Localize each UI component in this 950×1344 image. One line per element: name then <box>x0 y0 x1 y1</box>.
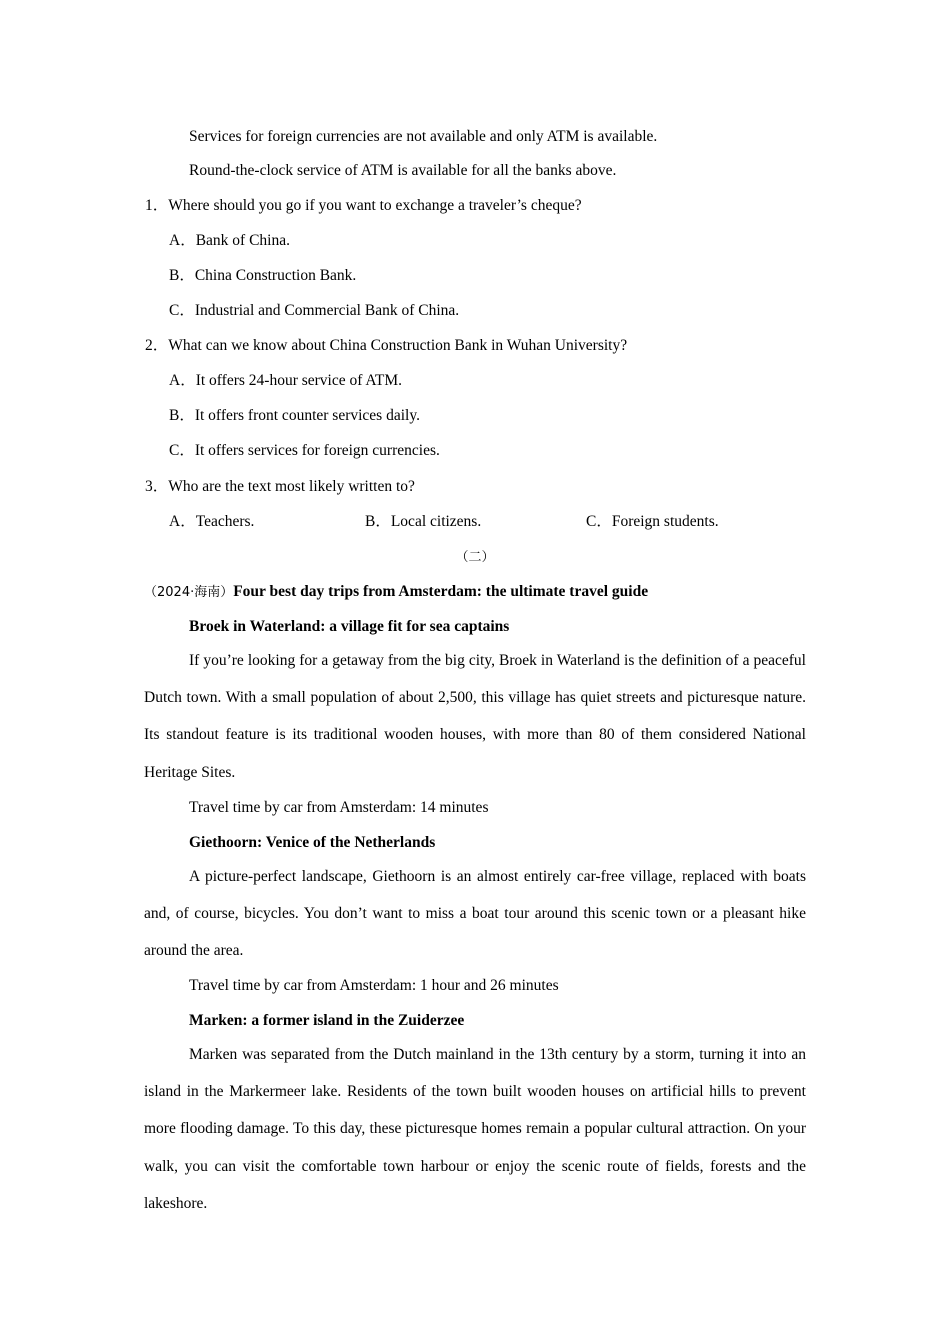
q3-option-c <box>586 512 719 532</box>
option-letter: A． <box>169 372 196 389</box>
option-text: Industrial and Commercial Bank of China. <box>194 302 460 319</box>
section-heading-broek: Broek in Waterland: a village fit for sea captains <box>189 618 510 635</box>
option-text: It offers 24-hour service of ATM. <box>195 372 403 389</box>
note-foreign-currency: Services for foreign currencies are not available and only ATM is available. <box>189 128 658 145</box>
passage-title: Four best day trips from Amsterdam: the ultimate travel guide <box>233 583 649 600</box>
question-text: Who are the text most likely written to? <box>168 478 415 495</box>
option-letter: C． <box>169 442 195 459</box>
section-marker: （二） <box>455 550 495 565</box>
option-letter: A． <box>169 232 196 249</box>
note-round-the-clock: Round-the-clock service of ATM is available for all the banks above. <box>189 162 617 179</box>
q3-option-b <box>365 512 481 532</box>
q2-option-b <box>169 406 420 426</box>
question-3 <box>145 477 415 497</box>
option-letter: C． <box>586 513 612 530</box>
option-text: Teachers. <box>195 513 255 530</box>
question-number: 2． <box>145 337 169 354</box>
question-text: Where should you go if you want to exchange a traveler’s cheque? <box>168 197 582 214</box>
question-number: 3． <box>145 478 169 495</box>
section-body-broek <box>144 642 806 791</box>
paragraph: Marken was separated from the Dutch mainland in the 13th century by a storm, turning it into an island in the Markermeer lake. Residents of the town built wooden houses on artificial hills to prevent more flooding damage. To this day, these picturesque homes remain a popular cultural attraction. On your walk, you can visit the comfortable town harbour or enjoy the scenic route of fields, forests and the lakeshore. <box>144 1046 806 1212</box>
option-text: Foreign students. <box>611 513 719 530</box>
option-letter: B． <box>169 407 195 424</box>
option-letter: A． <box>169 513 196 530</box>
section-heading-marken: Marken: a former island in the Zuiderzee <box>189 1012 465 1029</box>
question-number: 1． <box>145 197 169 214</box>
travel-time-giethoorn: Travel time by car from Amsterdam: 1 hour and 26 minutes <box>189 977 559 994</box>
q2-option-c <box>169 441 440 461</box>
option-text: Bank of China. <box>195 232 290 249</box>
section-body-marken <box>144 1036 806 1222</box>
paragraph: A picture-perfect landscape, Giethoorn is an almost entirely car-free village, replaced with boats and, of course, bicycles. You don’t want to miss a boat tour around this scenic town or a pleasant hike around the area. <box>144 868 806 960</box>
q2-option-a <box>169 371 402 391</box>
option-letter: B． <box>365 513 391 530</box>
option-text: China Construction Bank. <box>194 267 357 284</box>
option-letter: C． <box>169 302 195 319</box>
q1-option-c <box>169 301 459 321</box>
option-text: It offers front counter services daily. <box>194 407 420 424</box>
option-letter: B． <box>169 267 195 284</box>
passage-title-line <box>144 582 648 603</box>
section-body-giethoorn <box>144 858 806 970</box>
passage-source: （2024·海南） <box>144 585 234 600</box>
q3-option-a <box>169 512 254 532</box>
question-text: What can we know about China Construction Bank in Wuhan University? <box>168 337 628 354</box>
option-text: Local citizens. <box>390 513 482 530</box>
q1-option-a <box>169 231 290 251</box>
paragraph: If you’re looking for a getaway from the big city, Broek in Waterland is the definition of a peaceful Dutch town. With a small population of about 2,500, this village has quiet streets and picturesque nature. Its standout feature is its traditional wooden houses, with more than 80 of them considered National Heritage Sites. <box>144 652 806 781</box>
question-1 <box>145 196 582 216</box>
option-text: It offers services for foreign currencies. <box>194 442 440 459</box>
q1-option-b <box>169 266 356 286</box>
section-heading-giethoorn: Giethoorn: Venice of the Netherlands <box>189 834 436 851</box>
question-2 <box>145 336 627 356</box>
travel-time-broek: Travel time by car from Amsterdam: 14 minutes <box>189 799 489 816</box>
